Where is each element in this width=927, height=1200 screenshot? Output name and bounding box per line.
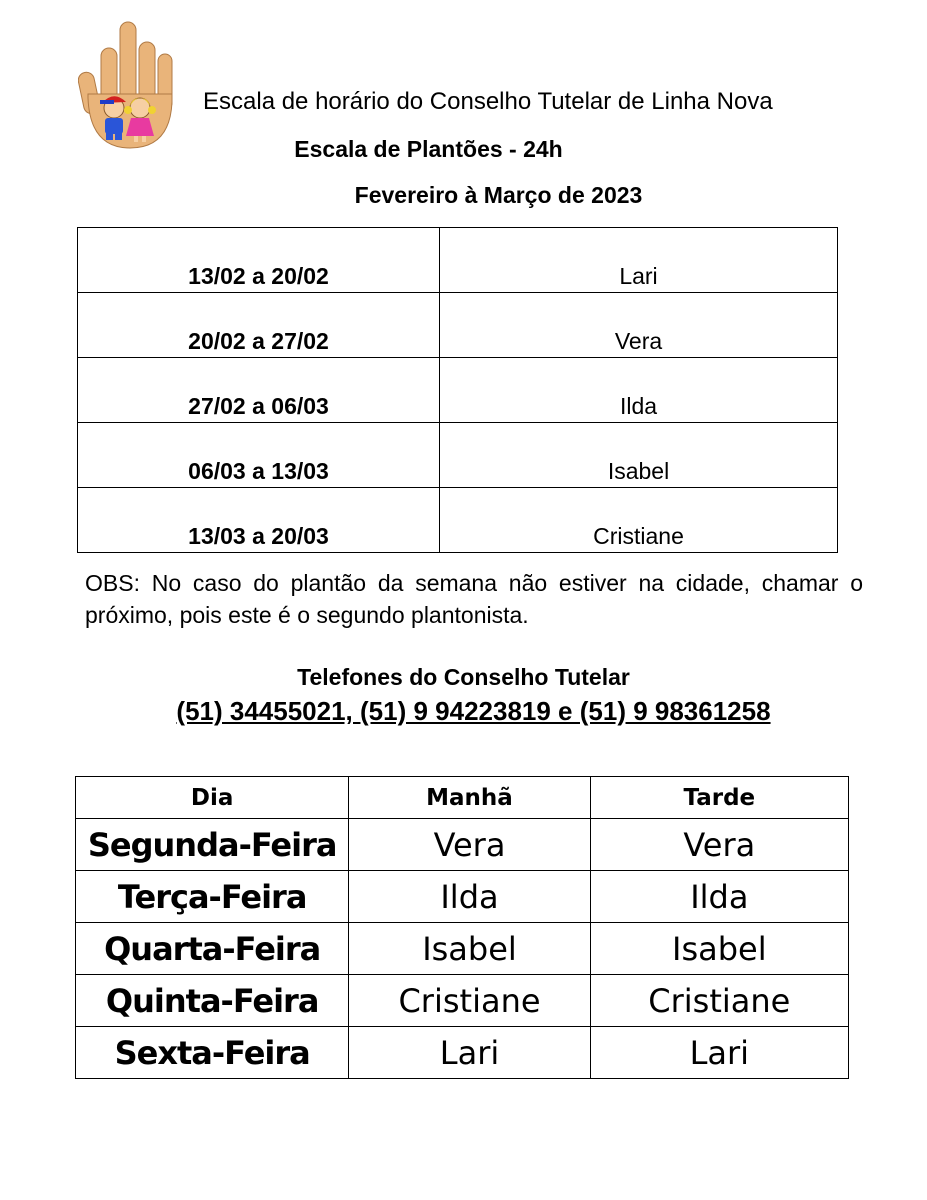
period-cell: 20/02 a 27/02 — [78, 293, 440, 358]
weekly-schedule-table — [75, 776, 849, 1079]
table-row — [76, 819, 849, 871]
period-cell: 27/02 a 06/03 — [78, 358, 440, 423]
morning-cell: Lari — [349, 1027, 590, 1079]
period-cell: 13/03 a 20/03 — [78, 488, 440, 553]
hand-children-logo-icon — [78, 20, 178, 152]
column-header-dia: Dia — [76, 777, 349, 819]
day-cell: Segunda-Feira — [76, 819, 349, 871]
plantoes-table — [77, 227, 838, 553]
name-cell: Cristiane — [440, 488, 838, 553]
document-title: Escala de horário do Conselho Tutelar de Linha Nova — [203, 88, 773, 115]
table-row — [78, 488, 838, 553]
afternoon-cell: Isabel — [590, 923, 848, 975]
schedule-subtitle: Escala de Plantões - 24h — [294, 136, 563, 162]
afternoon-cell: Vera — [590, 819, 848, 871]
day-cell: Quinta-Feira — [76, 975, 349, 1027]
afternoon-cell: Cristiane — [590, 975, 848, 1027]
name-cell: Ilda — [440, 358, 838, 423]
phone-numbers: (51) 34455021, (51) 9 94223819 e (51) 9 98361258 — [176, 696, 771, 726]
morning-cell: Vera — [349, 819, 590, 871]
column-header-tarde: Tarde — [590, 777, 848, 819]
period-cell: 13/02 a 20/02 — [78, 228, 440, 293]
afternoon-cell: Ilda — [590, 871, 848, 923]
period-cell: 06/03 a 13/03 — [78, 423, 440, 488]
schedule-period: Fevereiro à Março de 2023 — [354, 182, 643, 208]
obs-note: OBS: No caso do plantão da semana não estiver na cidade, chamar o próximo, pois este é o segundo plantonista. — [85, 570, 863, 628]
name-cell: Lari — [440, 228, 838, 293]
table-row — [76, 923, 849, 975]
table-header-row — [76, 777, 849, 819]
table-row — [76, 975, 849, 1027]
morning-cell: Ilda — [349, 871, 590, 923]
table-row — [78, 228, 838, 293]
morning-cell: Cristiane — [349, 975, 590, 1027]
phones-heading: Telefones do Conselho Tutelar — [297, 664, 630, 690]
afternoon-cell: Lari — [590, 1027, 848, 1079]
table-row — [76, 1027, 849, 1079]
name-cell: Vera — [440, 293, 838, 358]
name-cell: Isabel — [440, 423, 838, 488]
table-row — [78, 293, 838, 358]
day-cell: Terça-Feira — [76, 871, 349, 923]
table-row — [76, 871, 849, 923]
day-cell: Quarta-Feira — [76, 923, 349, 975]
table-row — [78, 358, 838, 423]
morning-cell: Isabel — [349, 923, 590, 975]
table-row — [78, 423, 838, 488]
column-header-manha: Manhã — [349, 777, 590, 819]
day-cell: Sexta-Feira — [76, 1027, 349, 1079]
